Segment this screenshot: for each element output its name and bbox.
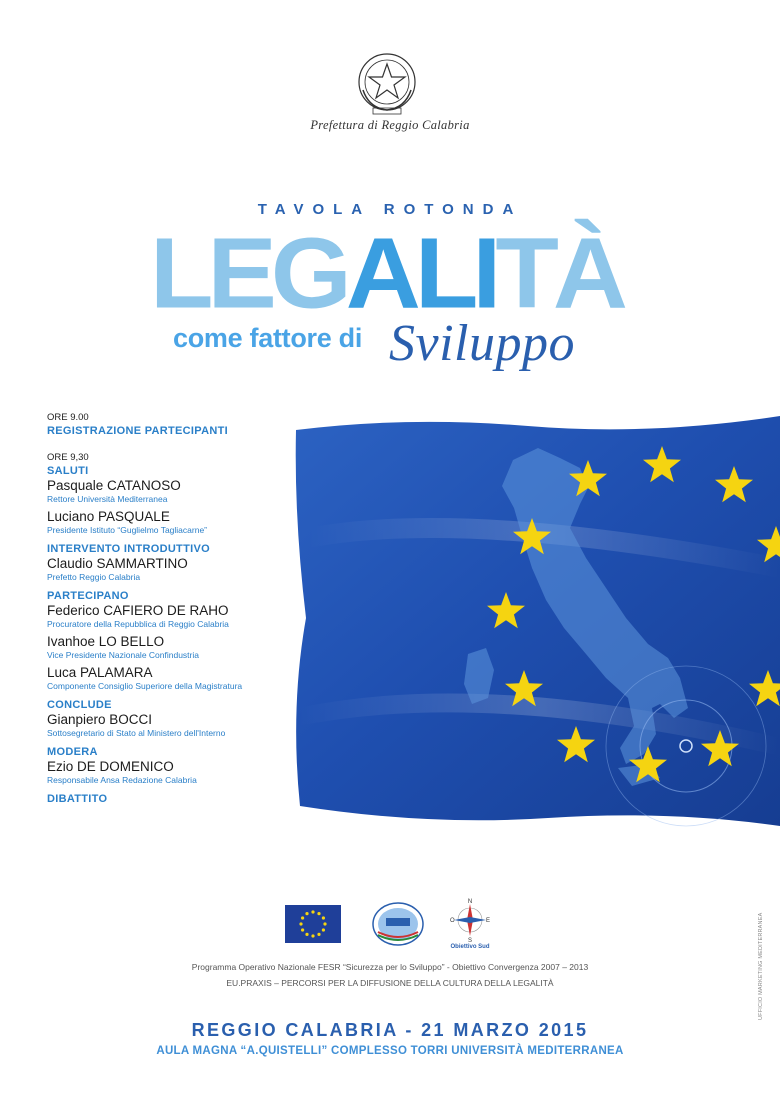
- main-title: [150, 218, 630, 330]
- sicurezza-sviluppo-logo-icon: [372, 902, 424, 946]
- main-title-part2: ALI: [345, 218, 496, 330]
- time-label: ORE 9.00: [47, 412, 89, 423]
- side-credit-text: UFFICIO MARKETING MEDITERRANEA: [758, 912, 764, 1020]
- project-name-text: EU.PRAXIS – PERCORSI PER LA DIFFUSIONE DELLA CULTURA DELLA LEGALITÀ: [226, 978, 554, 988]
- section-heading: REGISTRAZIONE PARTECIPANTI: [47, 425, 228, 437]
- speaker-role: Prefetto Reggio Calabria: [47, 572, 141, 582]
- speaker-role: Presidente Istituto “Guglielmo Tagliacarne”: [47, 525, 208, 535]
- section-heading: SALUTI: [47, 465, 89, 477]
- program-list: [47, 412, 307, 806]
- eu-flag-logo-icon: [285, 905, 341, 943]
- section-heading: INTERVENTO INTRODUTTIVO: [47, 543, 210, 555]
- section-heading: PARTECIPANO: [47, 590, 129, 602]
- city-date: REGGIO CALABRIA - 21 MARZO 2015: [191, 1020, 589, 1040]
- svg-text:S: S: [467, 938, 473, 944]
- speaker-role: Sottosegretario di Stato al Ministero dell'Interno: [47, 728, 226, 738]
- eu-flag-illustration: [288, 408, 780, 828]
- speaker-name: Gianpiero BOCCI: [47, 712, 153, 727]
- section-heading: MODERA: [47, 746, 98, 758]
- speaker-name: Luciano PASQUALE: [47, 509, 170, 524]
- speaker-name: Luca PALAMARA: [47, 665, 153, 680]
- time-label: ORE 9,30: [47, 452, 89, 463]
- main-title-part1: LEG: [150, 218, 346, 330]
- speaker-name: Ivanhoe LO BELLO: [47, 634, 165, 649]
- svg-text:O: O: [450, 918, 455, 924]
- main-title-part3: TÀ: [495, 218, 622, 330]
- obiettivo-sud-label: Obiettivo Sud: [450, 944, 490, 950]
- side-credit: [758, 880, 766, 1020]
- institution-name: Prefettura di Reggio Calabria: [310, 118, 470, 132]
- svg-text:E: E: [486, 918, 491, 924]
- speaker-name: Claudio SAMMARTINO: [47, 556, 188, 571]
- speaker-role: Responsabile Ansa Redazione Calabria: [47, 775, 197, 785]
- svg-text:N: N: [467, 899, 473, 905]
- speaker-role: Rettore Università Mediterranea: [47, 494, 168, 504]
- speaker-name: Federico CAFIERO DE RAHO: [47, 603, 229, 618]
- program-funding-text: Programma Operativo Nazionale FESR “Sicurezza per lo Sviluppo” - Obiettivo Convergenza 2007 – 2013: [191, 962, 589, 972]
- speaker-role: Vice Presidente Nazionale Confindustria: [47, 650, 199, 660]
- section-heading: CONCLUDE: [47, 699, 112, 711]
- venue: AULA MAGNA “A.QUISTELLI” COMPLESSO TORRI UNIVERSITÀ MEDITERRANEA: [156, 1045, 624, 1057]
- speaker-role: Componente Consiglio Superiore della Magistratura: [47, 681, 243, 691]
- italian-republic-emblem-icon: [355, 50, 419, 116]
- kicker-title: TAVOLA ROTONDA: [257, 201, 523, 218]
- speaker-name: Ezio DE DOMENICO: [47, 759, 174, 774]
- subtitle-script: Sviluppo: [389, 315, 575, 372]
- subtitle-sans: come fattore di: [173, 323, 363, 353]
- speaker-name: Pasquale CATANOSO: [47, 478, 181, 493]
- section-heading: DIBATTITO: [47, 793, 108, 805]
- speaker-role: Procuratore della Repubblica di Reggio Calabria: [47, 619, 229, 629]
